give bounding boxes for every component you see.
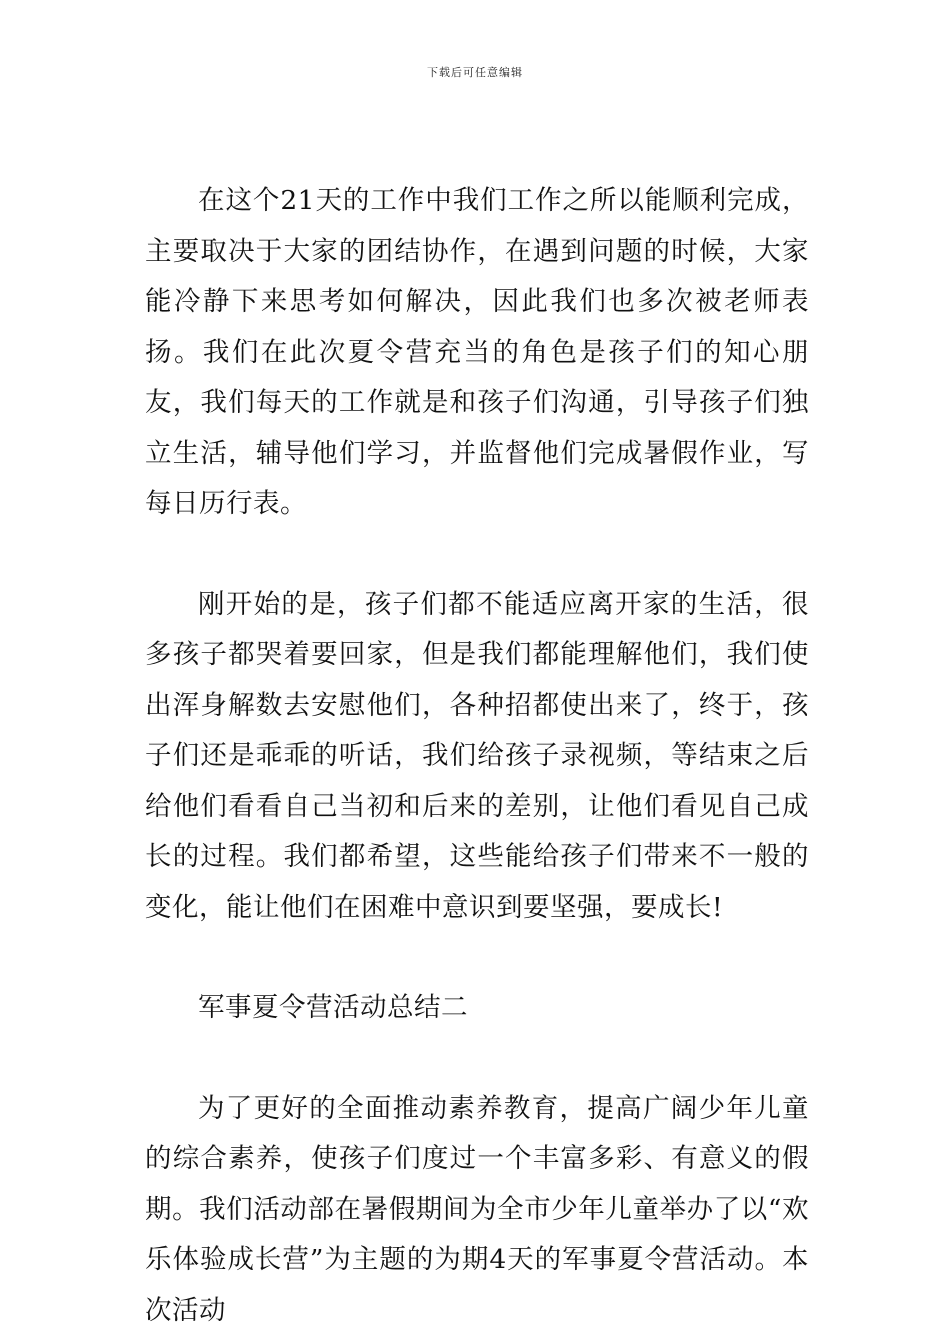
document-body — [145, 176, 809, 1336]
header-note: 下载后可任意编辑 — [427, 66, 523, 79]
paragraph-1: 在这个21天的工作中我们工作之所以能顺利完成，主要取决于大家的团结协作，在遇到问题的时候，大家能冷静下来思考如何解决，因此我们也多次被老师表扬。我们在此次夏令营充当的角色是孩子们的知心朋友，我们每天的工作就是和孩子们沟通，引导孩子们独立生活，辅导他们学习，并监督他们完成暑假作业，写每日历行表。 — [145, 185, 809, 519]
paragraph-2: 刚开始的是，孩子们都不能适应离开家的生活，很多孩子都哭着要回家，但是我们都能理解他们，我们使出浑身解数去安慰他们，各种招都使出来了，终于，孩子们还是乖乖的听话，我们给孩子录视频，等结束之后给他们看看自己当初和后来的差别，让他们看见自己成长的过程。我们都希望，这些能给孩子们带来不一般的变化，能让他们在困难中意识到要坚强，要成长! — [145, 588, 809, 923]
paragraph-3: 为了更好的全面推动素养教育，提高广阔少年儿童的综合素养，使孩子们度过一个丰富多彩、有意义的假期。我们活动部在暑假期间为全市少年儿童举办了以“欢乐体验成长营”为主题的为期4天的军事夏令营活动。本次活动 — [145, 1092, 809, 1326]
section-heading: 军事夏令营活动总结二 — [198, 992, 468, 1023]
